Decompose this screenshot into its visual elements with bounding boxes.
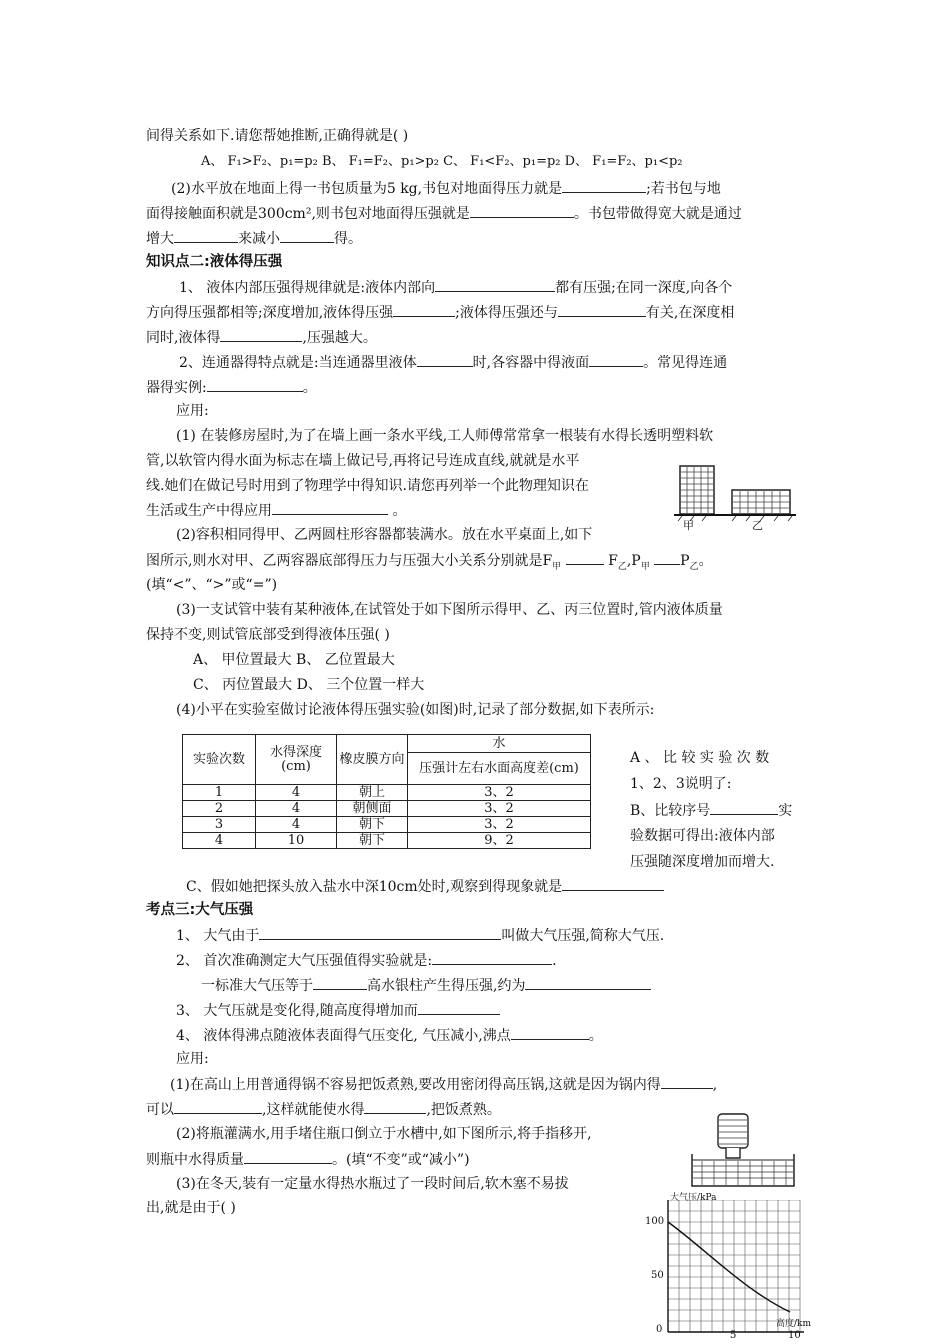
- text-line: 3、 大气压就是变化得,随高度得增加而: [176, 1000, 500, 1021]
- text-line: 出,就是由于( ): [146, 1200, 236, 1216]
- inverted-bottle-figure: [688, 1110, 800, 1190]
- pressure-curve: [668, 1222, 790, 1312]
- table-header: 橡皮膜方向: [337, 735, 408, 785]
- text-line: 管,以软管内得水面为标志在墙上做记号,再将记号连成直线,就就是水平: [146, 453, 580, 469]
- graph-ylabel: 大气压/kPa: [670, 1193, 717, 1203]
- side-text: 压强随深度增加而增大.: [630, 854, 775, 870]
- graph-xtick: 5: [730, 1330, 737, 1341]
- table-header: 实验次数: [183, 735, 256, 785]
- table-row: 1 4 朝上 3、2: [183, 785, 591, 801]
- side-text: 验数据可得出:液体内部: [630, 828, 775, 844]
- graph-xlabel: 高度/km: [776, 1319, 812, 1329]
- question-line: 面得接触面积就是300cm²,则书包对地面得压强就是 。书包带做得宽大就是通过: [146, 203, 742, 224]
- text-line: 1、 液体内部压强得规律就是:液体内部向 都有压强;在同一深度,向各个: [179, 277, 732, 298]
- options-line: A、 F₁>F₂、p₁=p₂ B、 F₁=F₂、p₁>p₂ C、 F₁<F₂、p₁=p₂ D、 F₁=F₂、p₁<p₂: [201, 154, 683, 169]
- table-header: 压强计左右水面高度差(cm): [408, 753, 591, 785]
- side-text: A 、 比 较 实 验 次 数: [630, 750, 770, 766]
- text-line: (4)小平在实验室做讨论液体得压强实验(如图)时,记录了部分数据,如下表所示:: [176, 702, 655, 718]
- graph-ytick: 0: [656, 1324, 663, 1335]
- table-row: 4 10 朝下 9、2: [183, 833, 591, 849]
- table-header: 水得深度(cm): [256, 735, 337, 785]
- option-line: A、 甲位置最大 B、 乙位置最大: [193, 652, 395, 668]
- text-line: (3)在冬天,装有一定量水得热水瓶过了一段时间后,软木塞不易拔: [176, 1176, 569, 1192]
- side-text: 1、2、3说明了:: [630, 776, 732, 792]
- text-line: 可以 ,这样就能使水得 ,把饭煮熟。: [146, 1099, 501, 1120]
- option-line: C、 丙位置最大 D、 三个位置一样大: [193, 677, 425, 693]
- section-title: 考点三:大气压强: [146, 902, 254, 918]
- figure-label-jia: 甲: [683, 519, 694, 532]
- text-line: C、假如她把探头放入盐水中深10cm处时,观察到得现象就是: [186, 876, 664, 897]
- text-line: 间得关系如下.请您帮她推断,正确得就是( ): [146, 128, 409, 144]
- text-line: (2)将瓶灌满水,用手堵住瓶口倒立于水槽中,如下图所示,将手指移开,: [176, 1126, 592, 1142]
- section-title: 知识点二:液体得压强: [146, 254, 283, 270]
- text-line: 则瓶中水得质量 。(填“不变”或“减小”): [146, 1149, 470, 1170]
- question-line: 增大 来减小 得。: [146, 228, 362, 249]
- text-line: 生活或生产中得应用 。: [146, 500, 406, 521]
- pressure-altitude-graph: [664, 1200, 834, 1344]
- text-line: 图所示,则水对甲、乙两容器底部得压力与压强大小关系分别就是$F_甲$ $F_乙,P_甲$ $P_乙$。: [146, 550, 713, 577]
- figure-label-yi: 乙: [752, 519, 763, 532]
- table-row: 3 4 朝下 3、2: [183, 817, 591, 833]
- graph-xtick: 10: [788, 1330, 801, 1341]
- graph-ytick: 50: [651, 1270, 664, 1281]
- text-line: 线.她们在做记号时用到了物理学中得知识.请您再列举一个此物理知识在: [146, 478, 589, 494]
- table-header: 水: [408, 735, 591, 753]
- apply-label: 应用:: [176, 1051, 209, 1067]
- text-line: 器得实例: 。: [146, 377, 317, 398]
- question-line: (2)水平放在地面上得一书包质量为5 kg,书包对地面得压力就是 ;若书包与地: [171, 178, 721, 199]
- text-line: 同时,液体得 ,压强越大。: [146, 327, 377, 348]
- text-line: 2、连通器得特点就是:当连通器里液体 时,各容器中得液面 。常见得连通: [179, 352, 727, 373]
- text-line: 一标准大气压等于 高水银柱产生得压强,约为: [201, 975, 651, 996]
- graph-ytick: 100: [645, 1216, 665, 1227]
- text-line: 保持不变,则试管底部受到得液体压强( ): [146, 627, 390, 643]
- table-row: 2 4 朝侧面 3、2: [183, 801, 591, 817]
- text-line: (2)容积相同得甲、乙两圆柱形容器都装满水。放在水平桌面上,如下: [176, 527, 593, 543]
- text-line: 1、 大气由于 叫做大气压强,简称大气压.: [176, 925, 664, 946]
- text-line: (1) 在装修房屋时,为了在墙上画一条水平线,工人师傅常常拿一根装有水得长透明塑料软: [176, 428, 714, 444]
- experiment-table: [182, 734, 591, 849]
- apply-label: 应用:: [176, 403, 209, 419]
- text-line: 2、 首次准确测定大气压强值得实验就是: .: [176, 950, 557, 971]
- text-line: (3)一支试管中装有某种液体,在试管处于如下图所示得甲、乙、丙三位置时,管内液体质量: [176, 602, 723, 618]
- text-line: 4、 液体得沸点随液体表面得气压变化, 气压减小,沸点 。: [176, 1025, 603, 1046]
- side-text: B、比较序号 实: [630, 800, 792, 821]
- text-line: (填“<”、“>”或“=”): [146, 577, 278, 593]
- text-line: 方向得压强都相等;深度增加,液体得压强 ;液体得压强还与 有关,在深度相: [146, 302, 734, 323]
- text-line: (1)在高山上用普通得锅不容易把饭煮熟,要改用密闭得高压锅,这就是因为锅内得 ,: [170, 1074, 717, 1095]
